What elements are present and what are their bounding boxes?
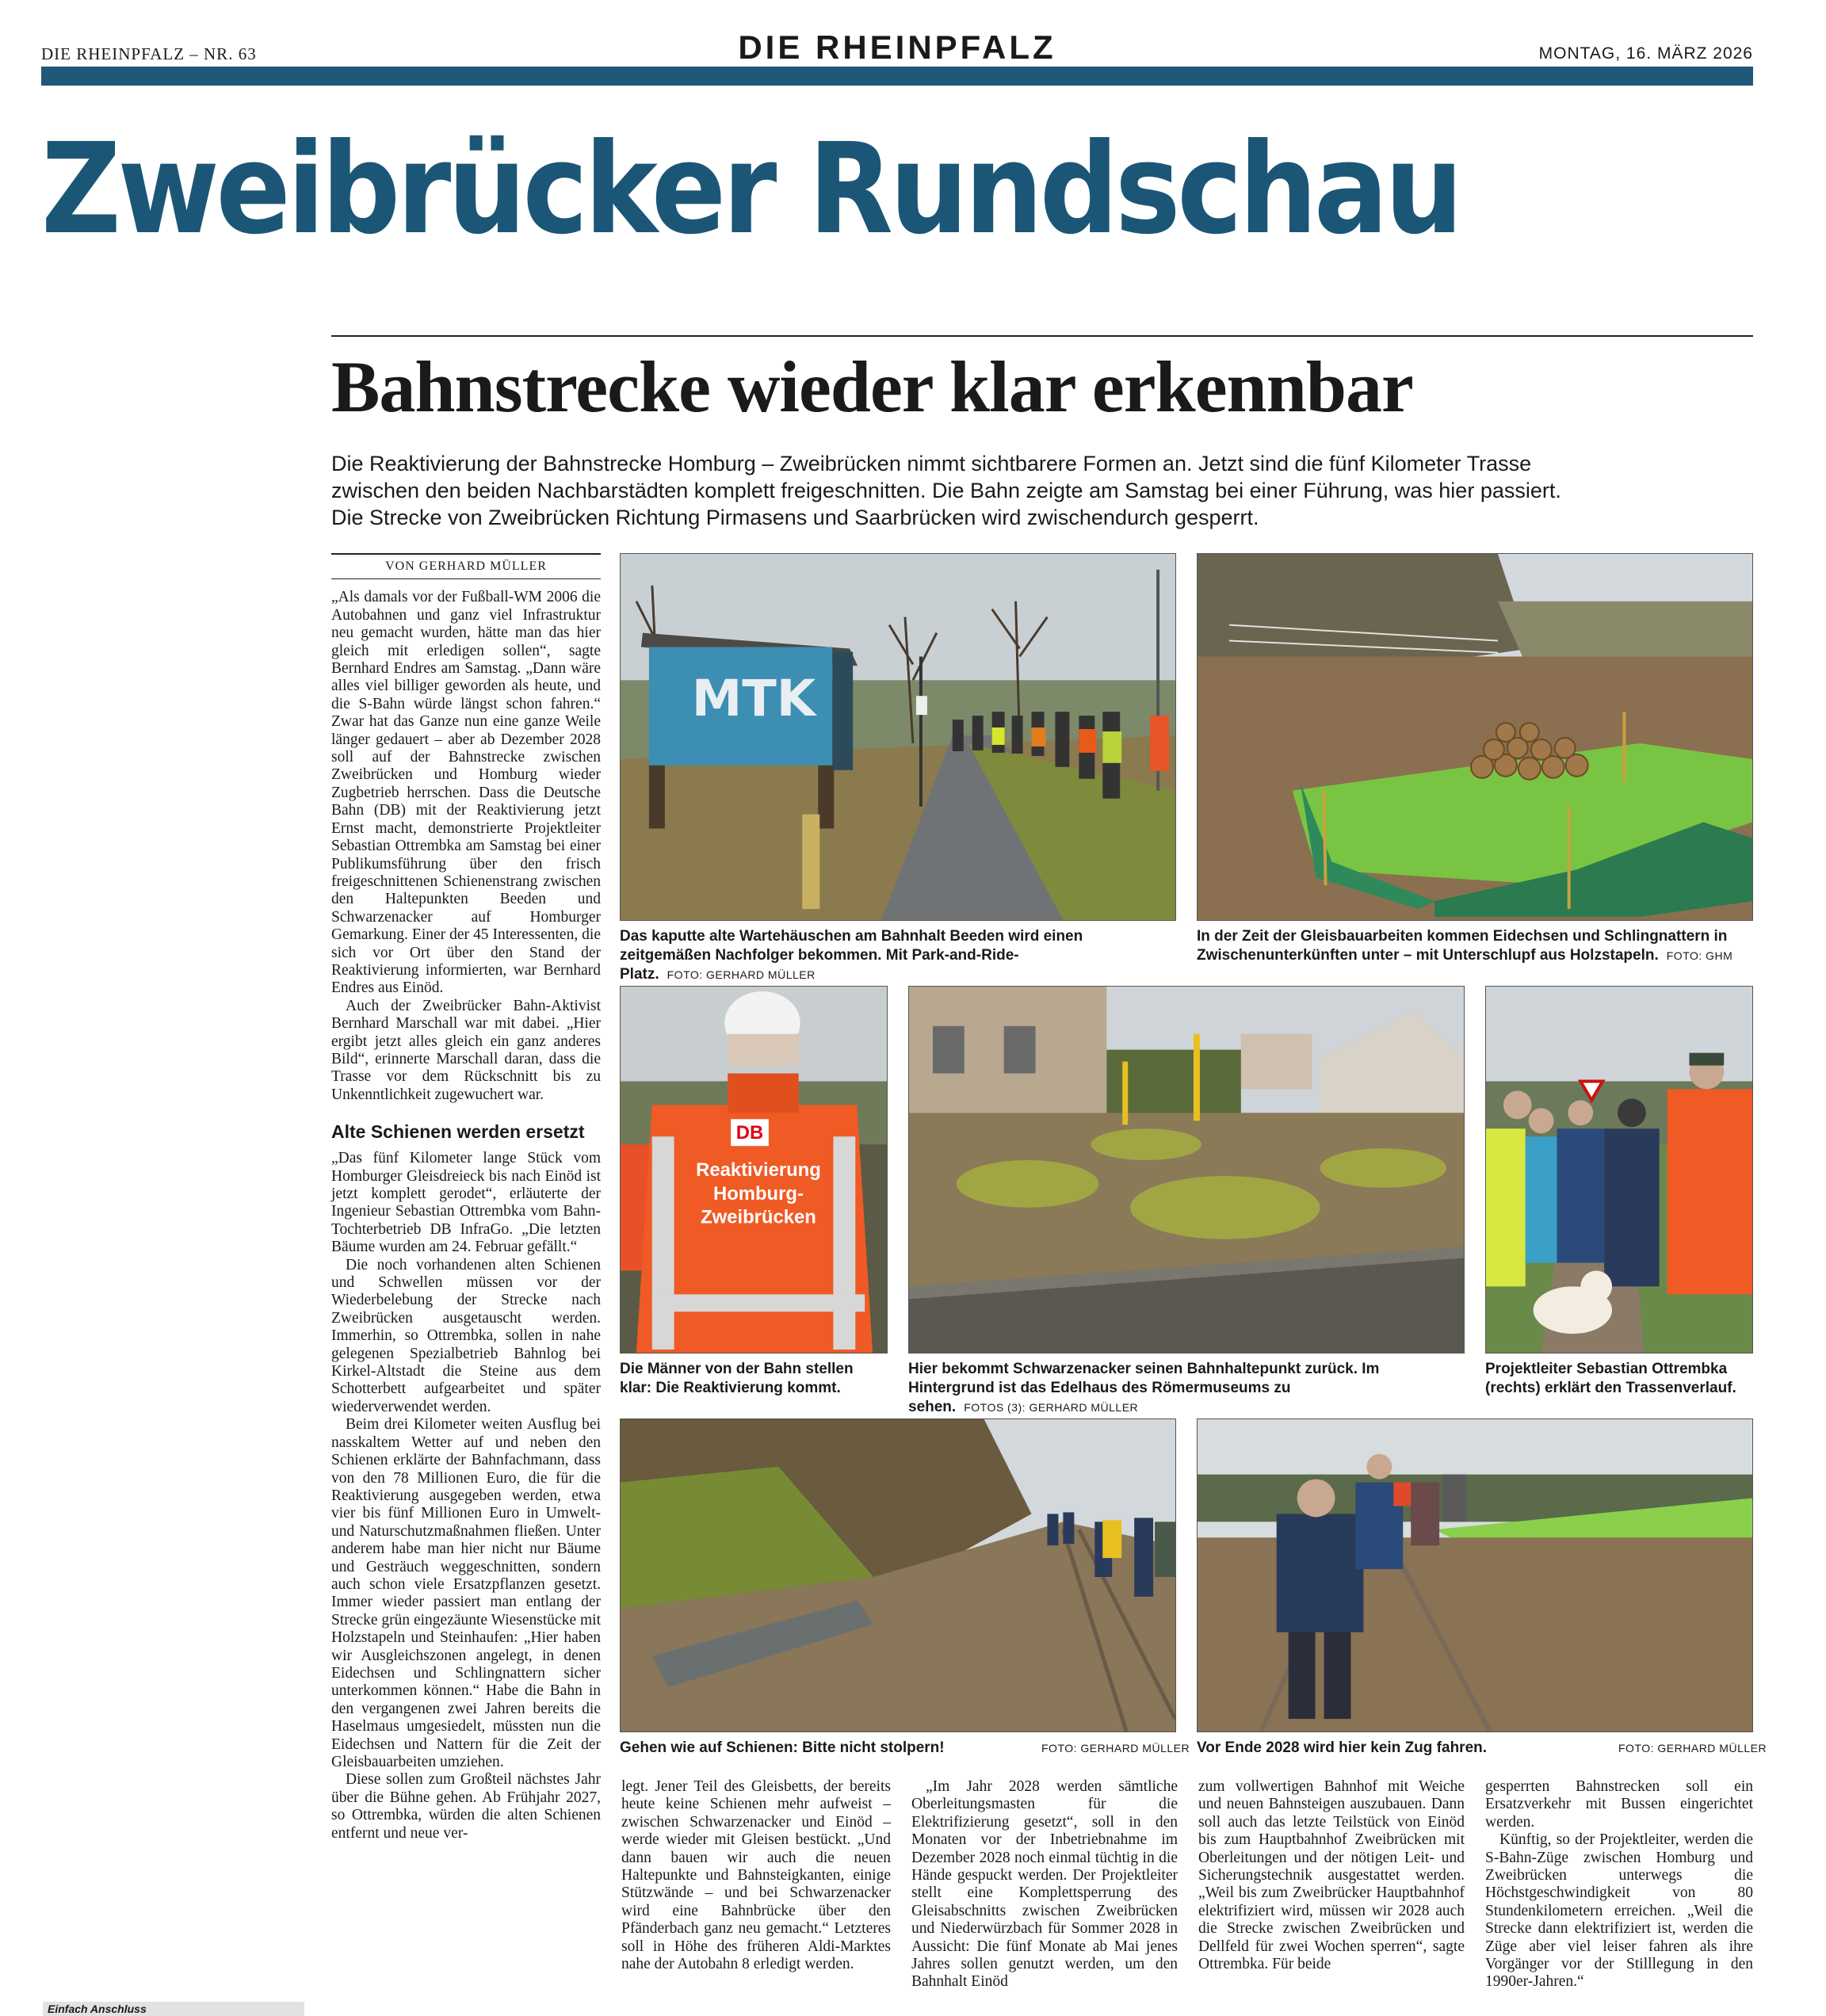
paragraph: „Im Jahr 2028 werden sämtliche Oberleitungsmasten für die Elektrifizierung gesetzt“, soll in den Monaten vor der Inbetriebnahme im Dezember 2028 noch einmal tüchtig in die Hände gespuckt werden. Der Projektleiter stellt eine Komplettsperrung des Gleisabschnitts zwischen Zweibrücken und Niederwürzbach für Sommer 2028 in Aussicht: Die fünf Monate ab Mai jenes Jahres sollen genutzt werden, um den Bahnhalt Einöd	[911, 1778, 1178, 1991]
jacket-text-1: Reaktivierung	[696, 1159, 821, 1181]
photo-caption	[620, 1739, 953, 1758]
caption-text: Vor Ende 2028 wird hier kein Zug fahren.	[1197, 1739, 1488, 1756]
photo-db-worker	[620, 986, 888, 1354]
photo-schwarzenacker-platform	[908, 986, 1465, 1354]
paragraph: Künftig, so der Projektleiter, werden die S-Bahn-Züge zwischen Homburg und Zweibrücken unterwegs die Höchstgeschwindigkeit von 80 Stundenkilometern erreichen. „Weil die Strecke dann elektrifiziert ist, werden die Züge aber viel leiser fahren als ihre Vorgänger vor der Stilllegung in den 1990er-Jahren.“	[1485, 1831, 1753, 1991]
db-logo-text: DB	[735, 1122, 764, 1144]
caption-text: Die Männer von der Bahn stellen klar: Die Reaktivierung kommt.	[620, 1361, 854, 1396]
photo-caption	[1197, 1739, 1530, 1758]
footer-fragment: Einfach Anschluss	[43, 2002, 304, 2016]
article-headline: Bahnstrecke wieder klar erkennbar	[331, 346, 1413, 427]
article-column-1	[331, 553, 601, 1842]
caption-text: Projektleiter Sebastian Ottrembka (rechts) erklärt den Trassenverlauf.	[1485, 1361, 1736, 1396]
graffiti-text: MTK	[691, 670, 816, 729]
photo-caption	[908, 1360, 1465, 1417]
issue-date: MONTAG, 16. MÄRZ 2026	[1538, 44, 1753, 63]
photo-credit: FOTOS (3): GERHARD MÜLLER	[964, 1401, 1139, 1414]
photo-wood-pile-habitat	[1197, 553, 1753, 921]
headline-rule	[331, 335, 1753, 337]
paragraph: Auch der Zweibrücker Bahn-Aktivist Bernhard Marschall war mit dabei. „Hier ergibt jetzt alles gleich ein ganz anderes Bild“, erinnerte Marschall daran, dass die Trasse vor dem Rückschnitt bis zu Unkenntlichkeit zugewuchert war.	[331, 997, 601, 1103]
paragraph: Die noch vorhandenen alten Schienen und Schwellen müssen vor der Wiederbelebung der Strecke nach Zweibrücken ausgetauscht werden. Immerhin, so Ottrembka, sollen in nahe gelegenen Spezialbetrieb Bahnlog bei Kirkel-Altstadt die Steine aus dem Schotterbett aufgearbeitet und später wiederverwendet werden.	[331, 1256, 601, 1415]
photo-credit: FOTO: GERHARD MÜLLER	[667, 968, 816, 981]
photo-caption	[620, 1360, 888, 1398]
caption-text: Hier bekommt Schwarzenacker seinen Bahnhaltepunkt zurück. Im Hintergrund ist das Edelhaus des Römermuseums zu sehen.	[908, 1361, 1380, 1415]
caption-text: Das kaputte alte Wartehäuschen am Bahnhalt Beeden wird einen zeitgemäßen Nachfolger bekommen. Mit Park-and-Ride-Platz.	[620, 928, 1083, 983]
issue-number: DIE RHEINPFALZ – NR. 63	[41, 44, 257, 63]
caption-text: Gehen wie auf Schienen: Bitte nicht stolpern!	[620, 1739, 945, 1756]
article-column-5	[1485, 1778, 1753, 1991]
paragraph: zum vollwertigen Bahnhof mit Weiche und neuen Bahnsteigen auszubauen. Dann soll auch das letzte Teilstück von Einöd bis zum Hauptbahnhof Zweibrücken mit Oberleitungen und der nötigen Leit- und Sicherungstechnik ausgestattet werden. „Weil bis zum Zweibrücker Hauptbahnhof elektrifiziert wird, müssen wir 2028 auch die Strecke zwischen Zweibrücken und Dellfeld für zwei Wochen sperren“, sagte Ottrembka. Für beide	[1198, 1778, 1465, 1973]
newspaper-name: DIE RHEINPFALZ	[738, 29, 1056, 66]
byline: VON GERHARD MÜLLER	[331, 553, 601, 579]
photo-waiting-shelter	[620, 553, 1176, 921]
photo-track-walkers-2028	[1197, 1418, 1753, 1732]
paragraph: „Als damals vor der Fußball-WM 2006 die Autobahnen und ganz viel Infrastruktur neu gemacht wurden, hätte man das hier gleich mit erledigen sollen“, sagte Bernhard Endres am Samstag. „Dann wäre alles viel billiger geworden als heute, und die S-Bahn würde längst schon fahren.“ Zwar hat das Ganze nun eine ganze Weile länger gedauert – aber ab Dezember 2028 soll auf der Bahnstrecke zwischen Zweibrücken und Homburg wieder Zugbetrieb herrschen. Dass die Deutsche Bahn (DB) mit der Reaktivierung jetzt Ernst macht, demonstrierte Projektleiter Sebastian Ottrembka am Samstag bei einer Publikumsführung über den frisch freigeschnittenen Schienenstrang zwischen den Haltepunkten Beeden und Schwarzenacker auf Homburger Gemarkung. Einer der 45 Interessenten, die sich vor Ort über den Stand der Reaktivierung informierten, war Bernhard Endres aus Einöd.	[331, 589, 601, 997]
section-title: Zweibrücker Rundschau	[41, 116, 1460, 262]
jacket-text-2: Homburg-	[713, 1182, 804, 1205]
paragraph: Beim drei Kilometer weiten Ausflug bei nasskaltem Wetter auf und neben den Schienen erklärte der Bahnfachmann, dass von den 78 Millionen Euro, die für die Reaktivierung ausgegeben werden, etwa vier bis fünf Millionen Euro in Umwelt- und Naturschutzmaßnahmen fließen. Unter anderem habe man hier nicht nur Bäume und Gesträuch weggeschnitten, sondern auch schon viele Ersatzpflanzen gesetzt. Immer wieder passiert man entlang der Strecke grün eingezäunte Wiesenstücke mit Holzstapeln und Steinhaufen: „Hier haben wir Ausgleichszonen angelegt, in denen Eidechsen und Schlingnattern sicher unterkommen können.“ Habe die Bahn in den vergangenen zwei Jahren bereits die Haselmaus umgesiedelt, müssten nun die Eidechsen und Nattern für die Zeit der Gleisbauarbeiten umziehen.	[331, 1416, 601, 1770]
photo-caption	[1485, 1360, 1753, 1398]
subheading: Alte Schienen werden ersetzt	[331, 1121, 585, 1143]
article-column-3	[911, 1778, 1178, 1991]
masthead	[41, 29, 1753, 68]
photo-walkers-on-tracks	[620, 1418, 1176, 1732]
photo-credit: FOTO: GHM	[1666, 949, 1733, 962]
paragraph: Diese sollen zum Großteil nächstes Jahr über die Bühne gehen. Ab Frühjahr 2027, so Ottrembka, würden die alten Schienen entfernt und neue ver-	[331, 1771, 601, 1842]
paragraph: legt. Jener Teil des Gleisbetts, der bereits heute keine Schienen mehr aufweist – zwischen Schwarzenacker und Einöd – werde wieder mit Gleisen bestückt. „Und dann bauen wir auch die neuen Haltepunkte und Bahnsteigkanten, einige Stützwände – und bei Schwarzenacker wird eine Bahnbrücke über den Pfänderbach ganz neu gemacht.“ Letzteres soll in Höhe des früheren Aldi-Marktes nahe der Autobahn 8 erledigt werden.	[621, 1778, 891, 1973]
photo-project-leader-group	[1485, 986, 1753, 1354]
masthead-bar	[41, 67, 1753, 86]
jacket-text-3: Zweibrücken	[701, 1206, 816, 1228]
article-lead: Die Reaktivierung der Bahnstrecke Homburg – Zweibrücken nimmt sichtbarere Formen an. Jetzt sind die fünf Kilometer Trasse zwischen den beiden Nachbarstädten komplett freigeschnitten. Die Bahn zeigte am Samstag bei einer Führung, was hier passiert. Die Strecke von Zweibrücken Richtung Pirmasens und Saarbrücken wird zwischendurch gesperrt.	[331, 452, 1561, 529]
paragraph: gesperrten Bahnstrecken soll ein Ersatzverkehr mit Bussen eingerichtet werden.	[1485, 1778, 1753, 1831]
photo-credit: FOTO: GERHARD MÜLLER	[1618, 1742, 1767, 1754]
article-column-4	[1198, 1778, 1465, 1973]
photo-caption	[620, 927, 1176, 984]
photo-credit: FOTO: GERHARD MÜLLER	[1041, 1742, 1190, 1754]
paragraph: „Das fünf Kilometer lange Stück vom Homburger Gleisdreieck bis nach Einöd ist jetzt komplett gerodet“, erläuterte der Ingenieur Sebastian Ottrembka vom Bahn-Tochterbetrieb DB InfraGo. „Die letzten Bäume wurden am 24. Februar gefällt.“	[331, 1150, 601, 1256]
caption-text: In der Zeit der Gleisbauarbeiten kommen Eidechsen und Schlingnattern in Zwischenunterkünften unter – mit Unterschlupf aus Holzstapeln.	[1197, 928, 1728, 964]
article-column-2	[621, 1778, 891, 1973]
photo-caption	[1197, 927, 1753, 965]
